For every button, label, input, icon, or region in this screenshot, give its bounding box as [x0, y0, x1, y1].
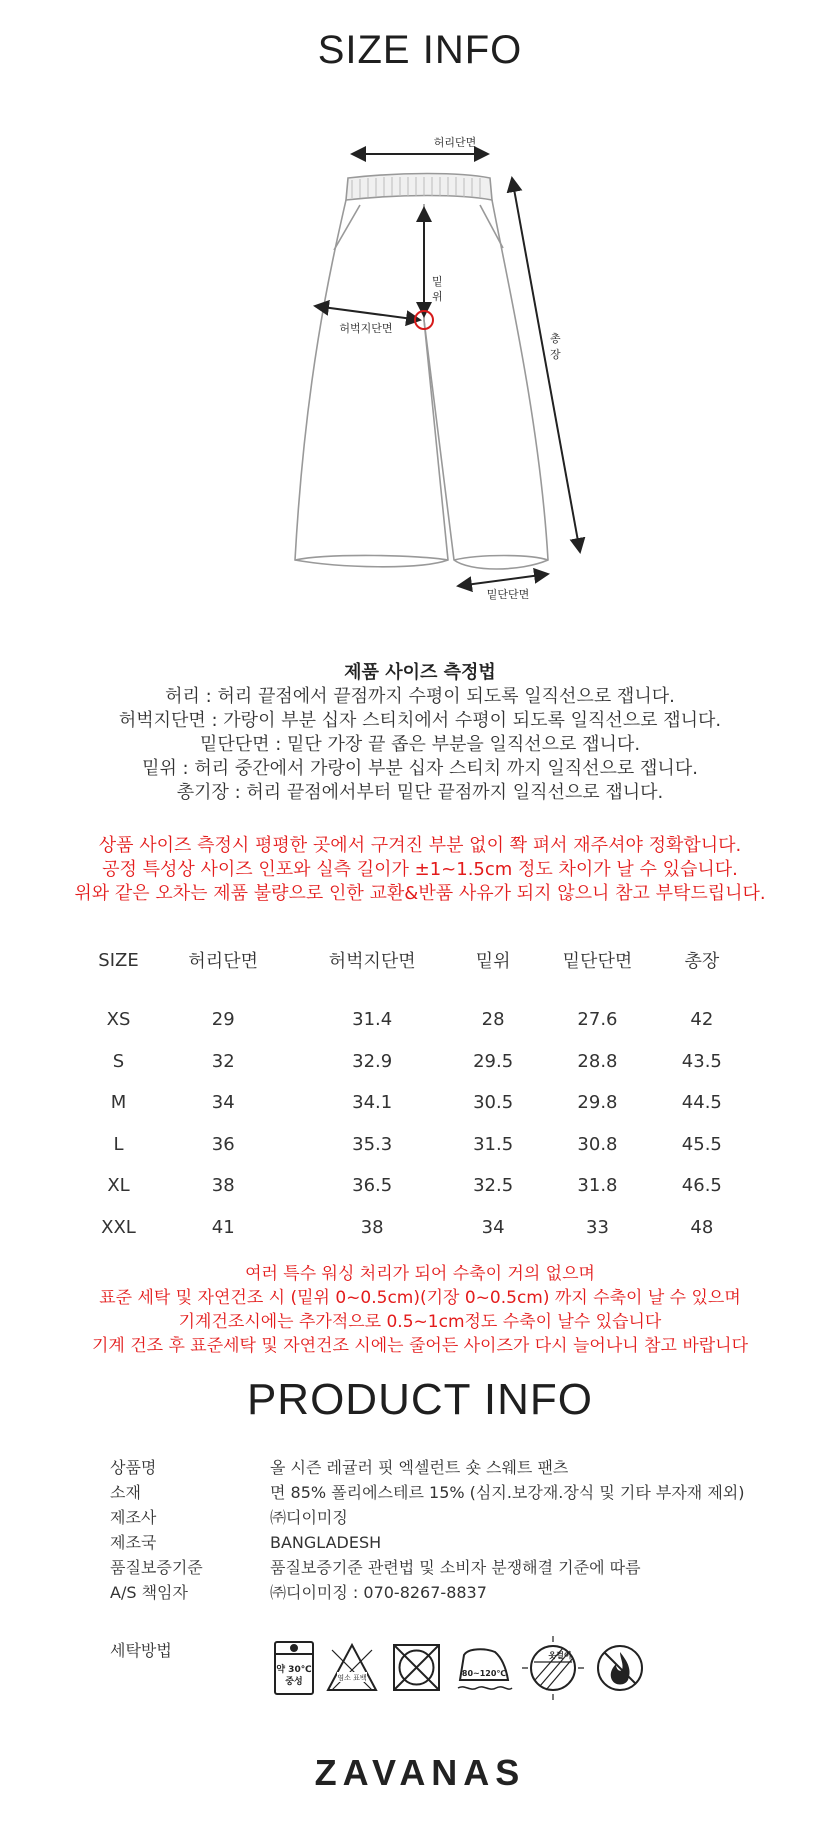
- table-cell: 32: [211, 1050, 235, 1072]
- info-label: 소재: [110, 1483, 141, 1502]
- table-cell: 38: [211, 1175, 235, 1197]
- no-fire-icon: [598, 1646, 642, 1690]
- table-row: [80, 1041, 740, 1083]
- info-row-as: [110, 1580, 745, 1605]
- table-cell: 31.8: [577, 1175, 618, 1197]
- header-thigh: 허벅지단면: [328, 951, 416, 972]
- thigh-label: 허벅지단면: [339, 322, 393, 335]
- svg-text:중성: 중성: [285, 1677, 303, 1687]
- info-label: 품질보증기준: [110, 1558, 203, 1577]
- info-label: 제조국: [110, 1533, 157, 1552]
- measure-line: 허벅지단면 : 가랑이 부분 십자 스티치에서 수평이 되도록 일직선으로 잽니다.: [118, 710, 722, 731]
- table-cell: 32.5: [473, 1175, 514, 1197]
- table-row: [80, 985, 740, 1041]
- notice-line: 표준 세탁 및 자연건조 시 (밑위 0~0.5cm)(기장 0~0.5cm) 까지 수축이 날 수 있으며: [99, 1288, 741, 1308]
- product-info-table: [110, 1455, 745, 1605]
- rise-label-2: 위: [432, 290, 443, 303]
- notice-line: 공정 특성상 사이즈 인포와 실측 길이가 ±1~1.5cm 정도 차이가 날 수 있습니다.: [102, 859, 738, 880]
- table-row: [80, 1207, 740, 1249]
- notice-line: 여러 특수 워싱 처리가 되어 수축이 거의 없으며: [245, 1264, 595, 1284]
- length-label-2: 장: [550, 348, 561, 361]
- size-notice: [0, 834, 840, 906]
- hem-arrow: [458, 574, 548, 586]
- hang-dry-icon: [522, 1636, 584, 1700]
- size-info-title: SIZE INFO: [317, 28, 523, 72]
- table-cell: XS: [106, 1009, 131, 1031]
- info-value: 올 시즌 레귤러 핏 엑셀런트 숏 스웨트 팬츠: [270, 1458, 569, 1477]
- measure-line: 허리 : 허리 끝점에서 끝점까지 수평이 되도록 일직선으로 잽니다.: [165, 686, 675, 707]
- info-value: ㈜디이미징 : 070-8267-8837: [270, 1583, 487, 1602]
- table-cell: 28.8: [577, 1050, 618, 1072]
- table-cell: 44.5: [681, 1092, 722, 1114]
- info-label: 상품명: [110, 1458, 157, 1477]
- table-cell: 34.1: [352, 1092, 393, 1114]
- info-row-warranty: [110, 1555, 745, 1580]
- header-size: SIZE: [98, 949, 139, 971]
- product-info-title: PRODUCT INFO: [246, 1375, 594, 1424]
- notice-line: 상품 사이즈 측정시 평평한 곳에서 구겨진 부분 없이 쫙 펴서 재주셔야 정확합니다.: [98, 835, 742, 856]
- header-waist: 허리단면: [188, 951, 258, 972]
- info-value: BANGLADESH: [270, 1533, 382, 1552]
- svg-text:약 30℃: 약 30℃: [276, 1665, 312, 1675]
- measure-line: 총기장 : 허리 끝점에서부터 밑단 끝점까지 일직선으로 잽니다.: [176, 782, 664, 803]
- info-row-name: [110, 1455, 745, 1480]
- length-arrow: [512, 178, 580, 552]
- header-length: 총장: [684, 951, 720, 972]
- no-bleach-icon: [328, 1645, 376, 1690]
- table-row: [80, 1165, 740, 1207]
- table-cell: XXL: [101, 1216, 136, 1238]
- svg-text:염소 표백: 염소 표백: [337, 1674, 367, 1682]
- hem-label: 밑단단면: [486, 588, 530, 601]
- shrinkage-notice: [0, 1262, 840, 1358]
- table-cell: 36.5: [352, 1175, 393, 1197]
- info-row-material: [110, 1480, 745, 1505]
- measure-line: 밑위 : 허리 중간에서 가랑이 부분 십자 스티치 까지 일직선으로 잽니다.: [142, 758, 698, 779]
- no-tumble-dry-icon: [394, 1645, 439, 1690]
- size-table-header: [80, 935, 740, 985]
- length-label-1: 총: [550, 332, 561, 345]
- info-value: 면 85% 폴리에스테르 15% (심지.보강재.장식 및 기타 부자재 제외): [270, 1483, 745, 1502]
- rise-label-1: 밑: [432, 275, 443, 288]
- info-label: A/S 책임자: [110, 1583, 188, 1602]
- svg-text:옷걸이: 옷걸이: [548, 1651, 572, 1660]
- table-cell: 34: [211, 1092, 235, 1114]
- care-icons: [270, 1630, 670, 1700]
- table-cell: 29.5: [473, 1050, 514, 1072]
- table-cell: 28: [481, 1009, 505, 1031]
- waist-label: 허리단면: [433, 136, 477, 149]
- table-cell: 30.5: [473, 1092, 514, 1114]
- info-label: 제조사: [110, 1508, 157, 1527]
- table-cell: 31.4: [352, 1009, 393, 1031]
- table-cell: 35.3: [352, 1133, 393, 1155]
- table-cell: 41: [211, 1216, 235, 1238]
- pants-outline: [295, 174, 548, 570]
- table-cell: 38: [360, 1216, 384, 1238]
- size-table: [80, 935, 740, 1248]
- measurement-guide: [0, 661, 840, 805]
- brand-logo: ZAVANAS: [314, 1752, 526, 1793]
- table-cell: 45.5: [681, 1133, 722, 1155]
- notice-line: 위와 같은 오차는 제품 불량으로 인한 교환&반품 사유가 되지 않으니 참고 부탁드립니다.: [74, 883, 766, 904]
- table-cell: 29.8: [577, 1092, 618, 1114]
- table-cell: 29: [211, 1009, 235, 1031]
- table-cell: 30.8: [577, 1133, 618, 1155]
- table-row: [80, 1082, 740, 1124]
- table-cell: 42: [690, 1009, 714, 1031]
- table-cell: XL: [107, 1175, 130, 1197]
- info-value: 품질보증기준 관련법 및 소비자 분쟁해결 기준에 따름: [270, 1558, 641, 1577]
- header-rise: 밑위: [475, 951, 511, 972]
- notice-line: 기계 건조 후 표준세탁 및 자연건조 시에는 줄어든 사이즈가 다시 늘어나니 참고 바랍니다: [91, 1336, 749, 1356]
- measure-line: 밑단단면 : 밑단 가장 끝 좁은 부분을 일직선으로 잽니다.: [199, 734, 641, 755]
- table-cell: 32.9: [352, 1050, 393, 1072]
- table-cell: 43.5: [681, 1050, 722, 1072]
- thigh-arrow: [315, 306, 420, 320]
- table-row: [80, 1124, 740, 1166]
- table-cell: 27.6: [577, 1009, 618, 1031]
- info-row-manufacturer: [110, 1505, 745, 1530]
- svg-text:80~120℃: 80~120℃: [461, 1669, 507, 1678]
- measurement-guide-title: 제품 사이즈 측정법: [344, 662, 496, 683]
- table-cell: M: [110, 1092, 127, 1114]
- wash-method-label: 세탁방법: [110, 1641, 172, 1660]
- table-cell: S: [112, 1050, 125, 1072]
- notice-line: 기계건조시에는 추가적으로 0.5~1cm정도 수축이 날수 있습니다: [178, 1312, 662, 1332]
- table-cell: L: [113, 1133, 124, 1155]
- info-value: ㈜디이미징: [270, 1508, 348, 1527]
- table-cell: 31.5: [473, 1133, 514, 1155]
- pants-measurement-diagram: [0, 120, 840, 610]
- wash-30-neutral-icon: [275, 1642, 313, 1694]
- table-cell: 48: [690, 1216, 714, 1238]
- table-cell: 46.5: [681, 1175, 722, 1197]
- table-cell: 36: [211, 1133, 235, 1155]
- header-hem: 밑단단면: [562, 951, 633, 972]
- table-cell: 33: [586, 1216, 609, 1238]
- table-cell: 34: [481, 1216, 505, 1238]
- info-row-country: [110, 1530, 745, 1555]
- iron-80-120-icon: [458, 1649, 512, 1689]
